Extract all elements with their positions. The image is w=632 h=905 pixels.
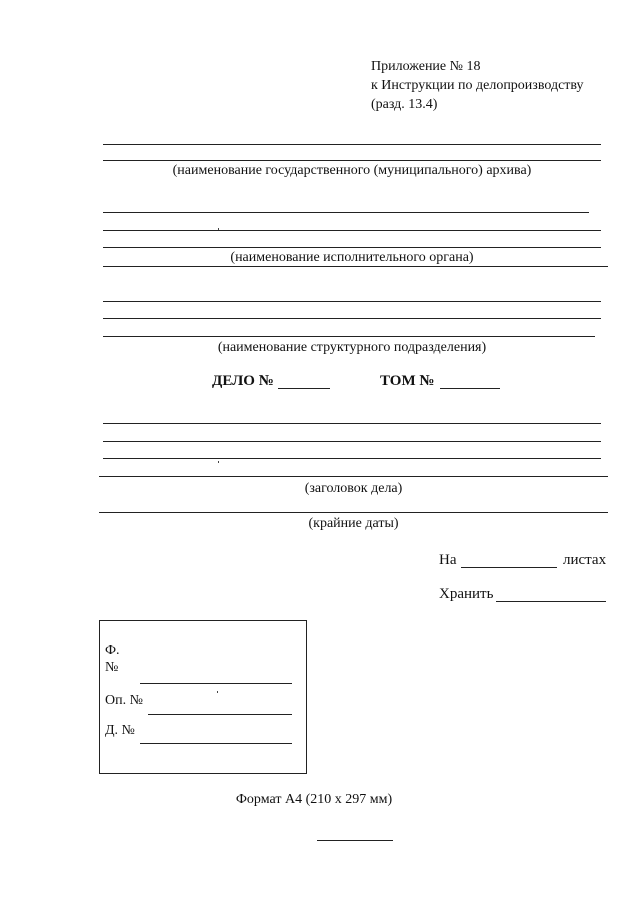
executive-caption: (наименование исполнительного органа) — [230, 250, 474, 265]
case-number-field — [212, 373, 274, 390]
subdivision-line-3 — [103, 336, 595, 337]
case-title-caption: (заголовок дела) — [304, 481, 403, 496]
scan-speck-3 — [217, 691, 218, 693]
opis-number-line — [148, 714, 292, 715]
fond-label: Ф. — [105, 643, 120, 658]
appendix-note — [371, 57, 584, 114]
archive-line-1 — [103, 144, 601, 145]
scan-speck — [218, 228, 219, 230]
fond-number-line — [140, 683, 292, 684]
end-rule — [317, 840, 393, 841]
delo-number-line — [140, 743, 292, 744]
archive-line-2 — [103, 160, 601, 161]
executive-line-1 — [103, 212, 589, 213]
fond-number-label: № — [105, 660, 119, 675]
case-number-line — [278, 388, 330, 389]
executive-line-2 — [103, 230, 601, 231]
sheets-count-line — [461, 567, 557, 568]
format-note: Формат А4 (210 х 297 мм) — [235, 792, 393, 807]
appendix-section: (разд. 13.4) — [371, 97, 438, 112]
keep-label: Хранить — [439, 586, 494, 602]
delo-label: Д. № — [105, 723, 135, 738]
appendix-number: Приложение № 18 — [371, 59, 481, 74]
keep-period-line — [496, 601, 606, 602]
volume-number-field — [380, 373, 434, 390]
dates-caption: (крайние даты) — [308, 516, 399, 531]
subdivision-line-2 — [103, 318, 601, 319]
archive-caption: (наименование государственного (муниципального) архива) — [172, 163, 532, 178]
executive-line-4 — [103, 266, 608, 267]
subdivision-caption: (наименование структурного подразделения) — [217, 340, 487, 355]
volume-number-label: ТОМ № — [380, 373, 435, 389]
opis-label: Оп. № — [105, 693, 143, 708]
appendix-instruction: к Инструкции по делопроизводству — [371, 78, 584, 93]
sheets-prefix: На — [439, 552, 457, 568]
title-line-2 — [103, 441, 601, 442]
case-number-label: ДЕЛО № — [212, 373, 274, 389]
subdivision-line-1 — [103, 301, 601, 302]
sheets-suffix: листах — [563, 552, 607, 568]
dates-line — [99, 512, 608, 513]
scan-speck-2 — [218, 461, 219, 463]
volume-number-line — [440, 388, 500, 389]
executive-line-3 — [103, 247, 601, 248]
title-line-4 — [99, 476, 608, 477]
title-line-3 — [103, 458, 601, 459]
title-line-1 — [103, 423, 601, 424]
